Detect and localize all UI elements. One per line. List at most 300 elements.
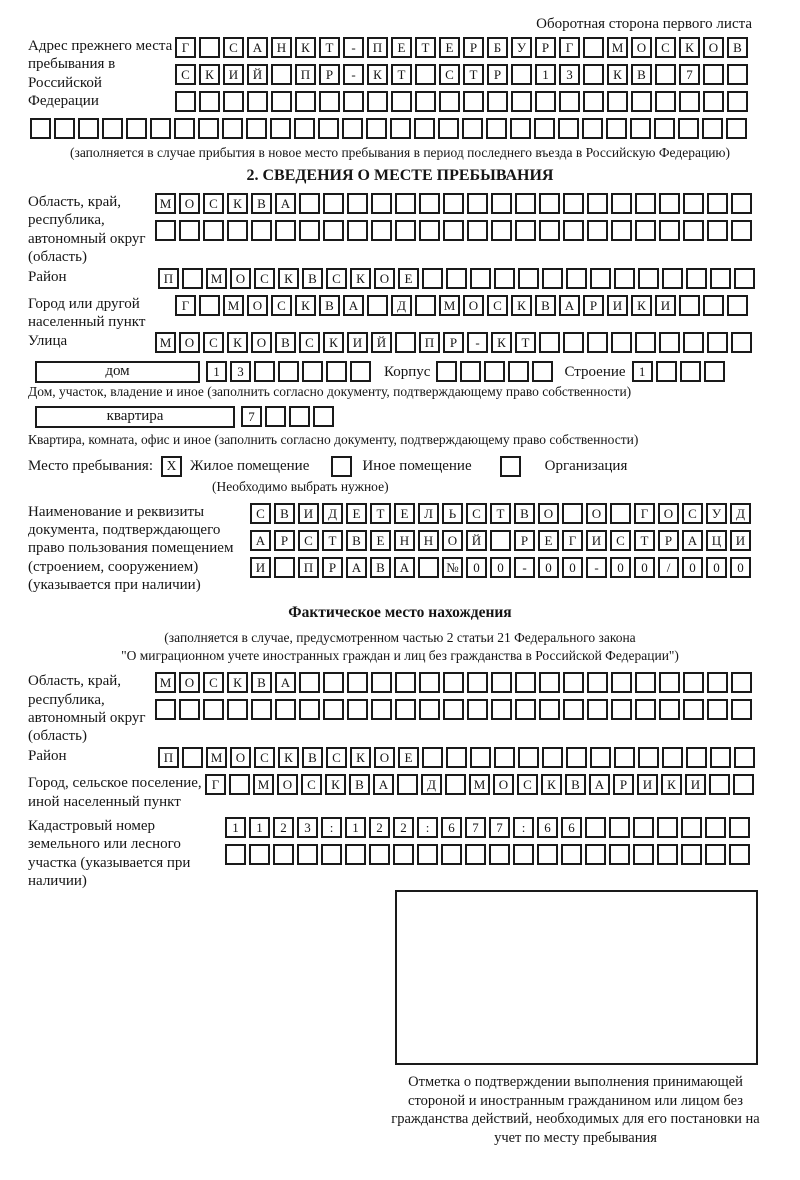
char-cell: У xyxy=(706,503,727,524)
char-cell xyxy=(227,699,248,720)
char-cell: С xyxy=(223,37,244,58)
char-cell: П xyxy=(367,37,388,58)
char-cell: 0 xyxy=(490,557,511,578)
char-cell xyxy=(467,193,488,214)
stay-type-label: Место пребывания: xyxy=(28,457,153,474)
char-cell xyxy=(367,295,388,316)
char-cell: 1 xyxy=(249,817,270,838)
char-cell xyxy=(397,774,418,795)
char-cell xyxy=(733,774,754,795)
char-cell: Т xyxy=(322,530,343,551)
char-cell xyxy=(683,220,704,241)
char-cell: Е xyxy=(538,530,559,551)
char-cell xyxy=(583,91,604,112)
char-cell: Й xyxy=(466,530,487,551)
char-cell xyxy=(727,91,748,112)
char-cell xyxy=(709,774,730,795)
stay-type-row xyxy=(28,456,800,477)
char-cell: Ц xyxy=(706,530,727,551)
char-cell xyxy=(443,220,464,241)
district-grid xyxy=(158,268,758,289)
char-cell: С xyxy=(301,774,322,795)
korpus-grid xyxy=(436,361,556,382)
char-cell xyxy=(323,672,344,693)
char-cell xyxy=(415,64,436,85)
char-cell xyxy=(251,699,272,720)
document-grid-row1 xyxy=(250,503,754,524)
char-cell xyxy=(419,220,440,241)
char-cell xyxy=(414,118,435,139)
char-cell xyxy=(491,699,512,720)
char-cell: К xyxy=(511,295,532,316)
char-cell xyxy=(727,295,748,316)
char-cell xyxy=(659,332,680,353)
char-cell xyxy=(249,844,270,865)
char-cell: В xyxy=(319,295,340,316)
actual-district-block xyxy=(0,747,800,774)
char-cell xyxy=(710,747,731,768)
char-cell: / xyxy=(658,557,679,578)
char-cell xyxy=(78,118,99,139)
prev-address-grid-row2 xyxy=(175,64,751,85)
char-cell xyxy=(587,699,608,720)
char-cell xyxy=(659,699,680,720)
actual-location-note1: (заполняется в случае, предусмотренном частью 2 статьи 21 Федерального закона xyxy=(164,630,636,646)
char-cell: О xyxy=(277,774,298,795)
char-cell: С xyxy=(175,64,196,85)
char-cell xyxy=(222,118,243,139)
char-cell xyxy=(731,220,752,241)
char-cell: С xyxy=(610,530,631,551)
char-cell xyxy=(611,332,632,353)
actual-region-label: Область, край, республика, автономный округ (область) xyxy=(28,673,146,745)
char-cell: О xyxy=(179,193,200,214)
char-cell xyxy=(441,844,462,865)
char-cell: В xyxy=(274,503,295,524)
char-cell xyxy=(271,91,292,112)
char-cell: Д xyxy=(322,503,343,524)
char-cell xyxy=(539,193,560,214)
char-cell: С xyxy=(298,530,319,551)
char-cell: К xyxy=(295,295,316,316)
char-cell: К xyxy=(323,332,344,353)
char-cell xyxy=(518,747,539,768)
char-cell: 3 xyxy=(297,817,318,838)
char-cell: О xyxy=(230,747,251,768)
char-cell: В xyxy=(535,295,556,316)
house-caption: Дом, участок, владение и иное (заполнить согласно документу, подтверждающему право собственности) xyxy=(28,383,632,399)
char-cell xyxy=(734,747,755,768)
char-cell: М xyxy=(155,193,176,214)
char-cell: О xyxy=(631,37,652,58)
char-cell xyxy=(727,64,748,85)
char-cell xyxy=(703,91,724,112)
char-cell: 6 xyxy=(561,817,582,838)
char-cell: Д xyxy=(730,503,751,524)
char-cell: Г xyxy=(175,295,196,316)
char-cell: 7 xyxy=(489,817,510,838)
apartment-box-label: квартира xyxy=(35,406,235,428)
char-cell xyxy=(460,361,481,382)
char-cell: П xyxy=(298,557,319,578)
region-block xyxy=(0,193,800,266)
organization-checkbox xyxy=(500,456,521,477)
char-cell xyxy=(734,268,755,289)
cadastral-grid-row2 xyxy=(225,844,753,865)
char-cell: О xyxy=(374,268,395,289)
house-row xyxy=(0,361,800,383)
char-cell: М xyxy=(155,672,176,693)
char-cell xyxy=(681,844,702,865)
char-cell: В xyxy=(727,37,748,58)
char-cell: С xyxy=(250,503,271,524)
char-cell xyxy=(321,844,342,865)
char-cell: Р xyxy=(658,530,679,551)
char-cell xyxy=(439,91,460,112)
char-cell: 0 xyxy=(466,557,487,578)
char-cell: М xyxy=(223,295,244,316)
char-cell xyxy=(585,817,606,838)
char-cell xyxy=(582,118,603,139)
char-cell xyxy=(275,220,296,241)
char-cell xyxy=(583,37,604,58)
char-cell xyxy=(347,672,368,693)
char-cell: Р xyxy=(274,530,295,551)
apartment-row xyxy=(0,406,800,428)
char-cell: 0 xyxy=(634,557,655,578)
char-cell xyxy=(710,268,731,289)
char-cell: 1 xyxy=(225,817,246,838)
char-cell xyxy=(273,844,294,865)
char-cell: Р xyxy=(322,557,343,578)
document-grid-row2 xyxy=(250,530,754,551)
char-cell xyxy=(415,295,436,316)
char-cell: 7 xyxy=(679,64,700,85)
char-cell: 7 xyxy=(465,817,486,838)
char-cell xyxy=(446,268,467,289)
other-checkbox xyxy=(331,456,352,477)
char-cell: М xyxy=(607,37,628,58)
char-cell: В xyxy=(514,503,535,524)
char-cell xyxy=(729,844,750,865)
char-cell xyxy=(347,699,368,720)
char-cell xyxy=(443,699,464,720)
char-cell: О xyxy=(179,332,200,353)
char-cell xyxy=(702,118,723,139)
char-cell: К xyxy=(227,332,248,353)
char-cell xyxy=(419,193,440,214)
char-cell xyxy=(513,844,534,865)
char-cell: К xyxy=(367,64,388,85)
char-cell xyxy=(318,118,339,139)
char-cell xyxy=(371,672,392,693)
prev-address-grid-row4 xyxy=(30,118,800,139)
char-cell xyxy=(508,361,529,382)
char-cell xyxy=(487,91,508,112)
char-cell xyxy=(515,699,536,720)
char-cell: 0 xyxy=(562,557,583,578)
char-cell: К xyxy=(227,193,248,214)
char-cell xyxy=(681,817,702,838)
char-cell xyxy=(366,118,387,139)
document-grid-row3 xyxy=(250,557,754,578)
char-cell: 2 xyxy=(369,817,390,838)
char-cell xyxy=(678,118,699,139)
char-cell xyxy=(199,91,220,112)
char-cell: Г xyxy=(559,37,580,58)
actual-city-label: Город, сельское поселение, иной населенный пункт xyxy=(28,775,202,810)
char-cell xyxy=(683,193,704,214)
stay-option-label: Иное помещение xyxy=(362,457,472,474)
stay-option-other xyxy=(331,456,471,477)
cadastral-label: Кадастровый номер земельного или лесного участка (указывается при наличии) xyxy=(28,818,191,889)
char-cell xyxy=(587,220,608,241)
char-cell: Е xyxy=(439,37,460,58)
char-cell xyxy=(302,361,323,382)
char-cell: И xyxy=(298,503,319,524)
char-cell: А xyxy=(247,37,268,58)
char-cell xyxy=(683,672,704,693)
char-cell: И xyxy=(655,295,676,316)
char-cell xyxy=(726,118,747,139)
char-cell: К xyxy=(325,774,346,795)
char-cell: Н xyxy=(271,37,292,58)
char-cell xyxy=(679,295,700,316)
char-cell xyxy=(174,118,195,139)
char-cell xyxy=(539,332,560,353)
char-cell xyxy=(587,672,608,693)
char-cell xyxy=(278,361,299,382)
char-cell xyxy=(395,672,416,693)
char-cell xyxy=(299,699,320,720)
char-cell: О xyxy=(703,37,724,58)
char-cell: 1 xyxy=(345,817,366,838)
char-cell xyxy=(155,699,176,720)
house-box-label: дом xyxy=(35,361,200,383)
char-cell: И xyxy=(223,64,244,85)
city-block xyxy=(0,295,800,332)
char-cell xyxy=(510,118,531,139)
char-cell: 0 xyxy=(610,557,631,578)
char-cell xyxy=(155,220,176,241)
char-cell xyxy=(539,220,560,241)
char-cell: А xyxy=(559,295,580,316)
char-cell xyxy=(484,361,505,382)
char-cell xyxy=(703,295,724,316)
char-cell: В xyxy=(302,268,323,289)
char-cell: Е xyxy=(398,747,419,768)
char-cell xyxy=(657,817,678,838)
section2-title: 2. СВЕДЕНИЯ О МЕСТЕ ПРЕБЫВАНИЯ xyxy=(246,167,554,184)
char-cell xyxy=(585,844,606,865)
char-cell: 0 xyxy=(538,557,559,578)
char-cell xyxy=(229,774,250,795)
char-cell xyxy=(323,193,344,214)
char-cell: Н xyxy=(418,530,439,551)
char-cell: В xyxy=(565,774,586,795)
char-cell: Е xyxy=(394,503,415,524)
char-cell xyxy=(539,672,560,693)
city-label: Город или другой населенный пункт xyxy=(28,296,146,331)
char-cell xyxy=(489,844,510,865)
char-cell: С xyxy=(254,268,275,289)
char-cell: И xyxy=(347,332,368,353)
char-cell xyxy=(275,699,296,720)
char-cell xyxy=(494,747,515,768)
char-cell: В xyxy=(349,774,370,795)
city-grid xyxy=(175,295,751,316)
char-cell xyxy=(395,220,416,241)
char-cell: И xyxy=(586,530,607,551)
char-cell: Т xyxy=(415,37,436,58)
char-cell xyxy=(345,844,366,865)
char-cell: 3 xyxy=(230,361,251,382)
char-cell xyxy=(566,268,587,289)
char-cell xyxy=(323,699,344,720)
char-cell xyxy=(563,699,584,720)
char-cell xyxy=(707,332,728,353)
char-cell xyxy=(703,64,724,85)
char-cell: М xyxy=(469,774,490,795)
char-cell: Р xyxy=(583,295,604,316)
char-cell: - xyxy=(343,37,364,58)
char-cell xyxy=(462,118,483,139)
char-cell xyxy=(659,672,680,693)
char-cell: П xyxy=(158,268,179,289)
char-cell: О xyxy=(586,503,607,524)
char-cell: 6 xyxy=(441,817,462,838)
char-cell: М xyxy=(155,332,176,353)
char-cell xyxy=(443,672,464,693)
char-cell xyxy=(347,193,368,214)
char-cell: А xyxy=(346,557,367,578)
char-cell xyxy=(445,774,466,795)
prev-address-label: Адрес прежнего места пребывания в Российской Федерации xyxy=(28,38,173,109)
char-cell xyxy=(150,118,171,139)
char-cell xyxy=(731,699,752,720)
char-cell xyxy=(610,503,631,524)
char-cell xyxy=(590,268,611,289)
char-cell xyxy=(297,844,318,865)
char-cell xyxy=(323,220,344,241)
char-cell xyxy=(704,361,725,382)
actual-region-block xyxy=(0,672,800,745)
char-cell xyxy=(419,699,440,720)
char-cell: Т xyxy=(490,503,511,524)
char-cell xyxy=(611,193,632,214)
char-cell xyxy=(247,91,268,112)
char-cell xyxy=(535,91,556,112)
char-cell: - xyxy=(586,557,607,578)
char-cell xyxy=(731,672,752,693)
char-cell xyxy=(707,220,728,241)
char-cell xyxy=(705,817,726,838)
char-cell xyxy=(198,118,219,139)
char-cell: И xyxy=(730,530,751,551)
char-cell xyxy=(227,220,248,241)
char-cell xyxy=(656,361,677,382)
actual-city-grid xyxy=(205,774,757,795)
char-cell: И xyxy=(607,295,628,316)
char-cell xyxy=(657,844,678,865)
char-cell: Г xyxy=(562,530,583,551)
char-cell xyxy=(631,91,652,112)
char-cell xyxy=(54,118,75,139)
char-cell xyxy=(707,672,728,693)
char-cell: С xyxy=(299,332,320,353)
char-cell: Й xyxy=(247,64,268,85)
char-cell: С xyxy=(271,295,292,316)
char-cell: 2 xyxy=(393,817,414,838)
char-cell: В xyxy=(302,747,323,768)
char-cell xyxy=(633,844,654,865)
char-cell xyxy=(470,268,491,289)
apartment-caption: Квартира, комната, офис и иное (заполнить согласно документу, подтверждающему право собственности) xyxy=(28,431,639,447)
char-cell: О xyxy=(463,295,484,316)
char-cell: Р xyxy=(319,64,340,85)
street-grid xyxy=(155,332,755,353)
stroenie-grid xyxy=(632,361,728,382)
char-cell xyxy=(563,220,584,241)
char-cell xyxy=(367,91,388,112)
document-block xyxy=(0,503,800,594)
street-label: Улица xyxy=(28,332,68,349)
actual-location-note2: "О миграционном учете иностранных граждан и лиц без гражданства в Российской Федерации") xyxy=(121,648,679,664)
char-cell: А xyxy=(682,530,703,551)
char-cell: О xyxy=(179,672,200,693)
char-cell xyxy=(467,220,488,241)
char-cell: А xyxy=(275,672,296,693)
char-cell xyxy=(587,193,608,214)
char-cell: 1 xyxy=(535,64,556,85)
char-cell: К xyxy=(631,295,652,316)
char-cell xyxy=(390,118,411,139)
prev-address-note: (заполняется в случае прибытия в новое место пребывания в период последнего въезда в Российскую Федерацию) xyxy=(69,145,731,160)
district-block xyxy=(0,268,800,295)
char-cell xyxy=(686,747,707,768)
char-cell xyxy=(418,557,439,578)
actual-region-grid-row2 xyxy=(155,699,755,720)
char-cell xyxy=(30,118,51,139)
char-cell xyxy=(319,91,340,112)
char-cell xyxy=(438,118,459,139)
char-cell: : xyxy=(321,817,342,838)
char-cell xyxy=(559,91,580,112)
char-cell xyxy=(467,672,488,693)
char-cell xyxy=(511,64,532,85)
char-cell: М xyxy=(206,747,227,768)
char-cell: М xyxy=(439,295,460,316)
char-cell: Р xyxy=(613,774,634,795)
char-cell xyxy=(638,747,659,768)
char-cell xyxy=(102,118,123,139)
region-grid-row2 xyxy=(155,220,755,241)
char-cell xyxy=(561,844,582,865)
char-cell: О xyxy=(374,747,395,768)
char-cell: П xyxy=(419,332,440,353)
char-cell xyxy=(203,220,224,241)
char-cell: К xyxy=(278,268,299,289)
char-cell xyxy=(662,268,683,289)
char-cell xyxy=(343,91,364,112)
char-cell: К xyxy=(350,268,371,289)
char-cell xyxy=(655,64,676,85)
actual-district-label: Район xyxy=(28,748,67,765)
document-label: Наименование и реквизиты документа, подтверждающего право пользования помещением (строением, сооружением) (указывается при наличии) xyxy=(28,503,234,593)
char-cell xyxy=(630,118,651,139)
char-cell xyxy=(371,699,392,720)
char-cell xyxy=(446,747,467,768)
